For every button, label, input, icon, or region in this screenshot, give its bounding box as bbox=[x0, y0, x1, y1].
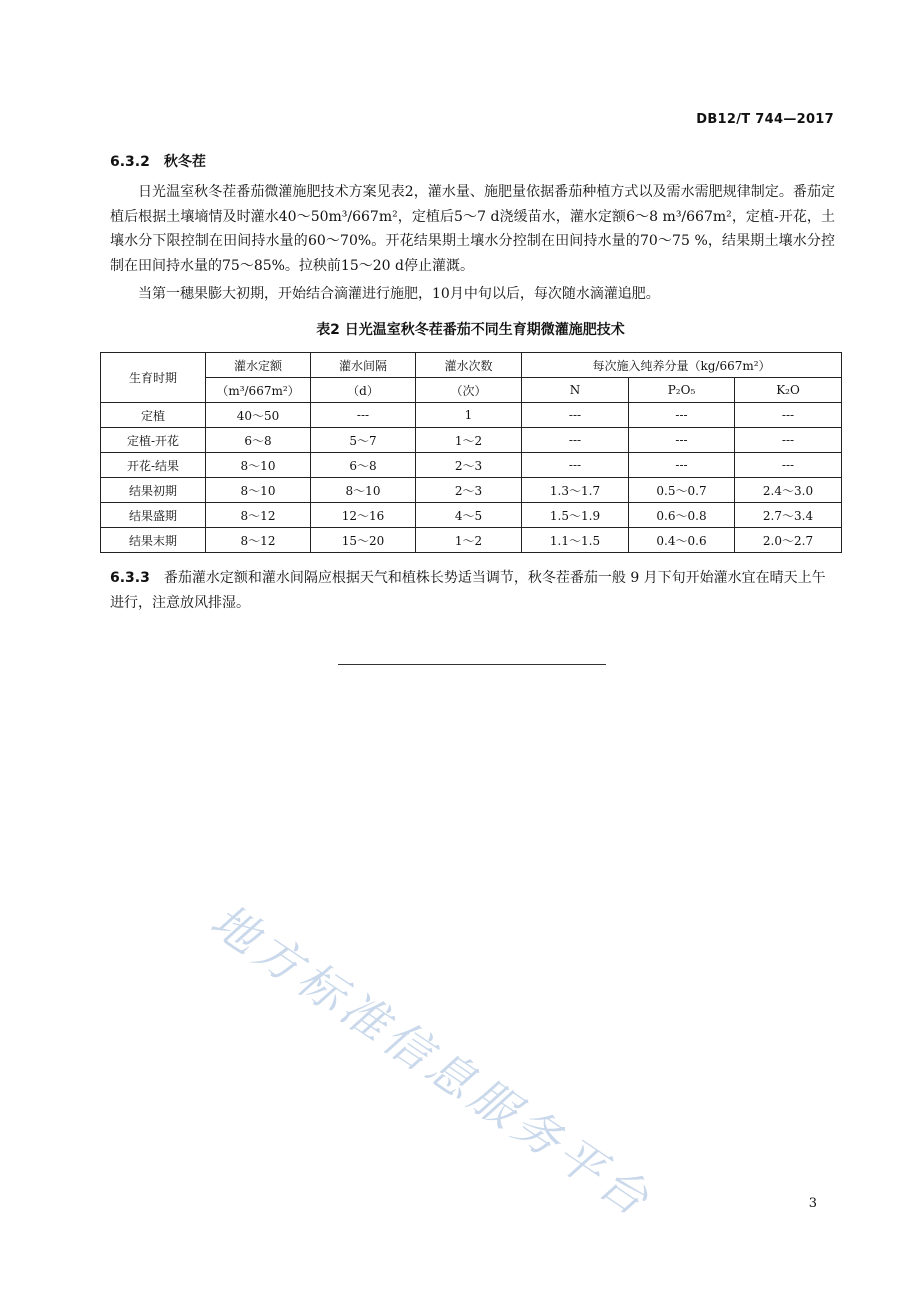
table-cell: 1.5～1.9 bbox=[522, 503, 629, 528]
watermark: 地方标准信息服务平台 bbox=[201, 893, 663, 1229]
table-cell: 12～16 bbox=[311, 503, 416, 528]
table-cell: 1～2 bbox=[416, 528, 522, 553]
header-interval: 灌水间隔 bbox=[311, 353, 416, 378]
table-cell: 定植 bbox=[101, 403, 206, 428]
table-cell: 0.6～0.8 bbox=[629, 503, 735, 528]
table-cell: 2.4～3.0 bbox=[735, 478, 842, 503]
table-row bbox=[101, 403, 842, 428]
table-cell: 定植-开花 bbox=[101, 428, 206, 453]
table-caption: 表2 日光温室秋冬茬番茄不同生育期微灌施肥技术 bbox=[316, 322, 625, 338]
table-cell: 1 bbox=[416, 403, 522, 428]
table-cell: 5～7 bbox=[311, 428, 416, 453]
table-row bbox=[101, 503, 842, 528]
section-number: 6.3.2 bbox=[110, 154, 150, 170]
table-cell: 结果末期 bbox=[101, 528, 206, 553]
table-header-row bbox=[101, 353, 842, 378]
header-times-unit: （次） bbox=[416, 378, 522, 403]
paragraph-fertilization: 当第一穗果膨大初期，开始结合滴灌进行施肥，10月中旬以后，每次随水滴灌追肥。 bbox=[138, 286, 660, 302]
table-cell: 2～3 bbox=[416, 478, 522, 503]
header-n: N bbox=[522, 378, 629, 403]
table-cell: 15～20 bbox=[311, 528, 416, 553]
table-cell: --- bbox=[522, 403, 629, 428]
table-cell: 开花-结果 bbox=[101, 453, 206, 478]
table-cell: --- bbox=[522, 428, 629, 453]
table-cell: 1.3～1.7 bbox=[522, 478, 629, 503]
table-cell: --- bbox=[522, 453, 629, 478]
header-k: K₂O bbox=[735, 378, 842, 403]
section-number-633: 6.3.3 bbox=[110, 570, 150, 586]
table-row bbox=[101, 528, 842, 553]
table-cell: 结果初期 bbox=[101, 478, 206, 503]
end-rule bbox=[338, 664, 606, 665]
table-cell: 6～8 bbox=[311, 453, 416, 478]
table-cell: --- bbox=[629, 453, 735, 478]
table-cell: 2.7～3.4 bbox=[735, 503, 842, 528]
table-cell: --- bbox=[735, 453, 842, 478]
table-cell: 8～10 bbox=[206, 453, 311, 478]
table-cell: 8～12 bbox=[206, 503, 311, 528]
table-row bbox=[101, 453, 842, 478]
section-title: 秋冬茬 bbox=[163, 154, 206, 170]
header-stage: 生育时期 bbox=[101, 353, 206, 403]
header-quota: 灌水定额 bbox=[206, 353, 311, 378]
table-cell: 0.4～0.6 bbox=[629, 528, 735, 553]
table-cell: 8～12 bbox=[206, 528, 311, 553]
page-number: 3 bbox=[808, 1196, 817, 1211]
table-row bbox=[101, 428, 842, 453]
section-633 bbox=[110, 566, 835, 615]
section-heading-632 bbox=[110, 151, 206, 171]
table-cell: --- bbox=[735, 403, 842, 428]
table-header-row-2 bbox=[101, 378, 842, 403]
table-cell: 8～10 bbox=[311, 478, 416, 503]
table-row bbox=[101, 478, 842, 503]
table-cell: 结果盛期 bbox=[101, 503, 206, 528]
section-633-text: 番茄灌水定额和灌水间隔应根据天气和植株长势适当调节，秋冬茬番茄一般 9 月下旬开始灌水宜在晴天上午进行，注意放风排湿。 bbox=[110, 570, 826, 611]
table-cell: 2.0～2.7 bbox=[735, 528, 842, 553]
table-cell: --- bbox=[629, 403, 735, 428]
table-cell: --- bbox=[311, 403, 416, 428]
table-cell: 0.5～0.7 bbox=[629, 478, 735, 503]
table-cell: --- bbox=[629, 428, 735, 453]
header-interval-unit: （d） bbox=[311, 378, 416, 403]
table-cell: 8～10 bbox=[206, 478, 311, 503]
document-code: DB12/T 744—2017 bbox=[696, 112, 834, 127]
table-cell: 1.1～1.5 bbox=[522, 528, 629, 553]
table-cell: 40～50 bbox=[206, 403, 311, 428]
header-p: P₂O₅ bbox=[629, 378, 735, 403]
table-cell: 1～2 bbox=[416, 428, 522, 453]
irrigation-table bbox=[100, 352, 842, 553]
header-fertilizer: 每次施入纯养分量（kg/667m²） bbox=[522, 353, 842, 378]
table-cell: 4～5 bbox=[416, 503, 522, 528]
table-cell: 2～3 bbox=[416, 453, 522, 478]
table-cell: --- bbox=[735, 428, 842, 453]
paragraph-irrigation: 日光温室秋冬茬番茄微灌施肥技术方案见表2，灌水量、施肥量依据番茄种植方式以及需水需肥规律制定。番茄定植后根据土壤墒情及时灌水40～50m³/667m²，定植后5～7 d浇缓苗水，灌水定额6～8 m³/667m²，定植-开花，土壤水分下限控制在田间持水量的60～70%。开花结果期土壤水分控制在田间持水量的70～75 %，结果期土壤水分控制在田间持水量的75～85%。拉秧前15～20 d停止灌溉。 bbox=[110, 184, 835, 274]
header-times: 灌水次数 bbox=[416, 353, 522, 378]
table-cell: 6～8 bbox=[206, 428, 311, 453]
header-quota-unit: （m³/667m²） bbox=[206, 378, 311, 403]
